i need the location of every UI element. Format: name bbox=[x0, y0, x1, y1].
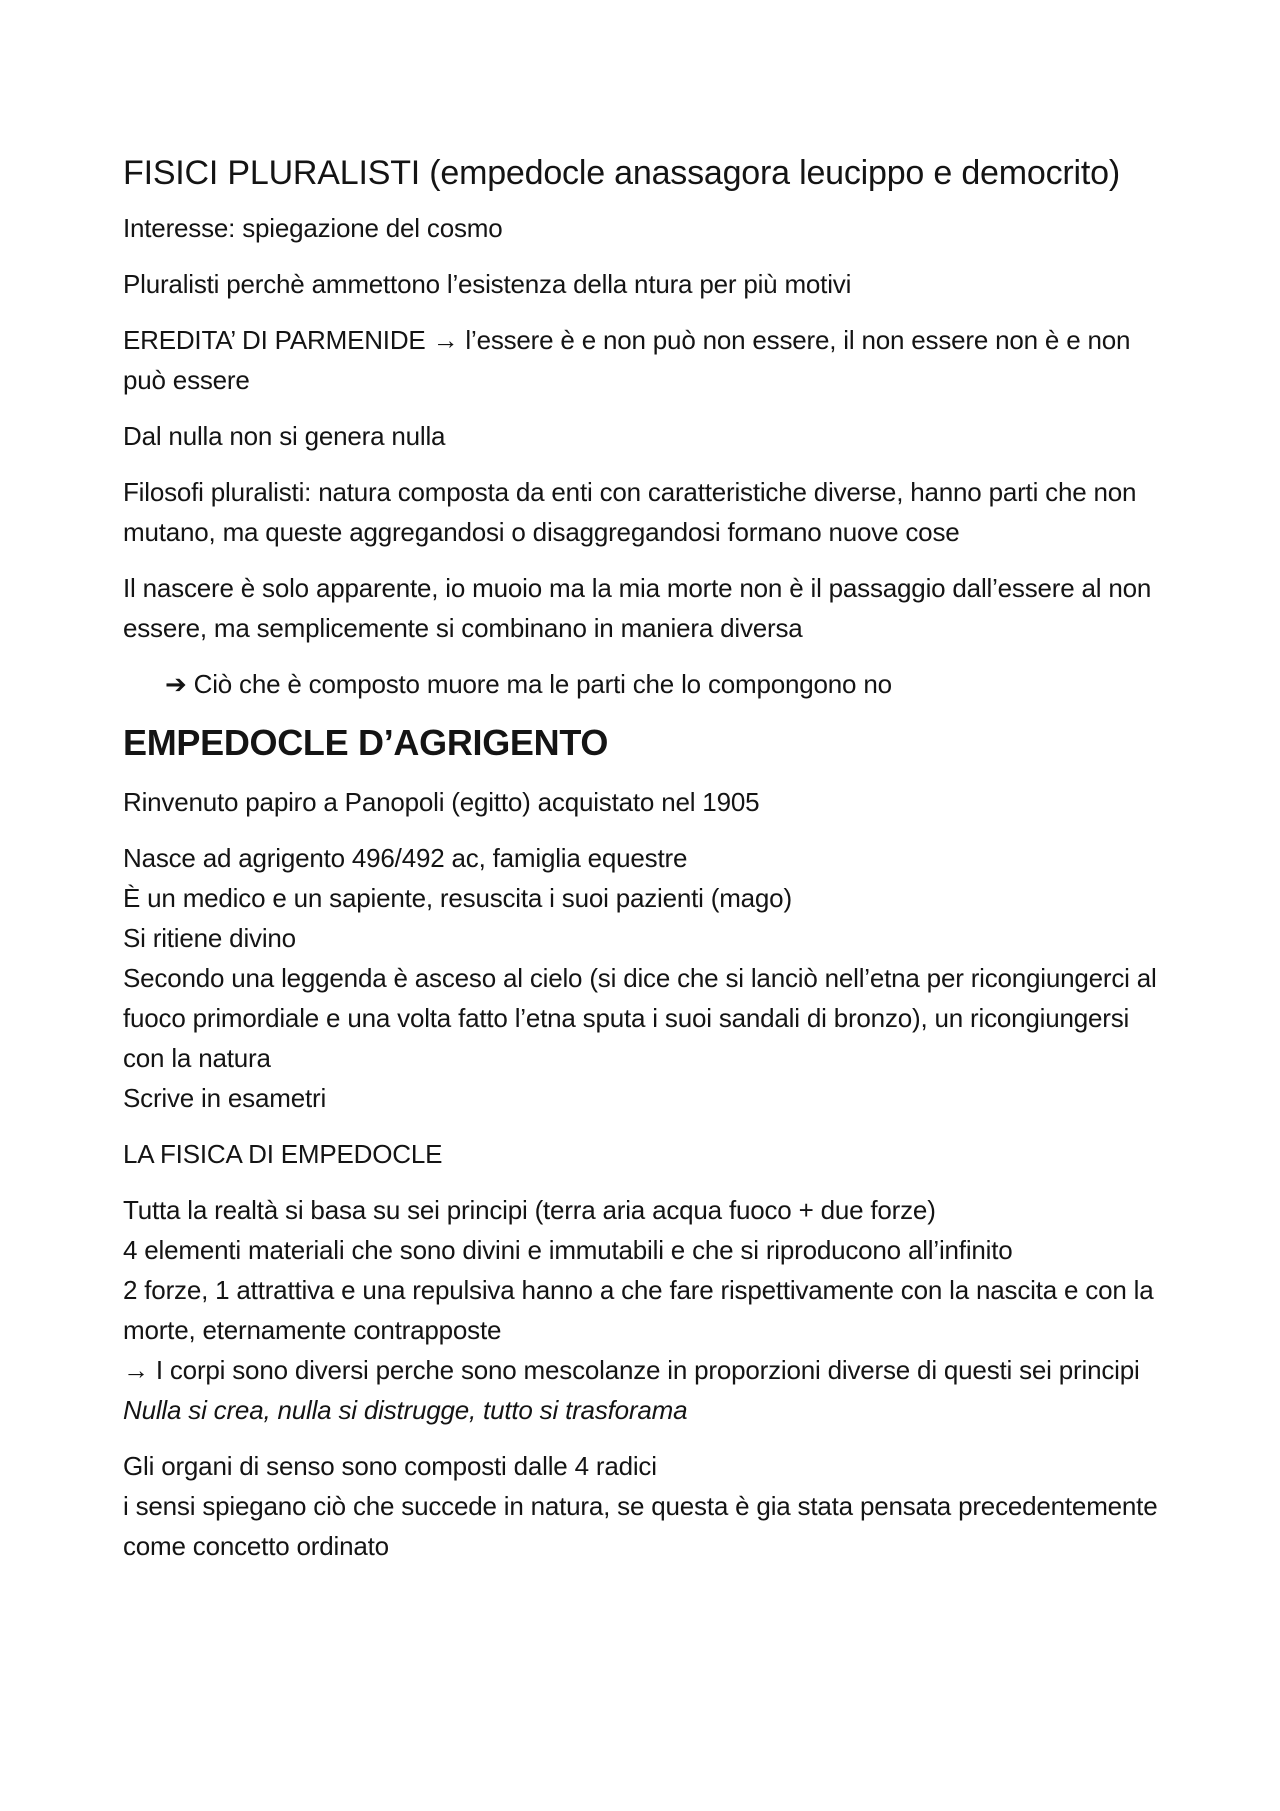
bio-line: Si ritiene divino bbox=[123, 923, 296, 953]
paragraph-eredita bbox=[123, 320, 1173, 400]
paragraph-nulla: Dal nulla non si genera nulla bbox=[123, 421, 446, 451]
senses-line: Gli organi di senso sono composti dalle 4 radici bbox=[123, 1451, 657, 1481]
subheading-fisica: LA FISICA DI EMPEDOCLE bbox=[123, 1139, 443, 1169]
paragraph-filosofi: Filosofi pluralisti: natura composta da enti con caratteristiche diverse, hanno parti che non mutano, ma queste aggregandosi o disaggregandosi formano nuove cose bbox=[123, 477, 1137, 547]
bio-line: Secondo una leggenda è asceso al cielo (si dice che si lanciò nell’etna per ricongiungerci al fuoco primordiale e una volta fatto l’etna sputa i suoi sandali di bronzo), un ricongiungersi con la natura bbox=[123, 963, 1157, 1073]
paragraph-bio bbox=[123, 838, 1173, 1118]
physics-arrow-line bbox=[123, 1350, 1173, 1390]
arrow-list-item bbox=[165, 664, 1173, 704]
physics-arrow-text: I corpi sono diversi perche sono mescolanze in proporzioni diverse di questi sei principi bbox=[148, 1355, 1140, 1385]
arrow-list-text: Ciò che è composto muore ma le parti che lo compongono no bbox=[186, 669, 892, 699]
physics-line: 4 elementi materiali che sono divini e immutabili e che si riproducono all’infinito bbox=[123, 1235, 1013, 1265]
arrow-icon: → bbox=[432, 325, 459, 355]
paragraph-papiro: Rinvenuto papiro a Panopoli (egitto) acquistato nel 1905 bbox=[123, 787, 760, 817]
paragraph-nascere: Il nascere è solo apparente, io muoio ma la mia morte non è il passaggio dall’essere al non essere, ma semplicemente si combinano in maniera diversa bbox=[123, 573, 1152, 643]
paragraph-interesse: Interesse: spiegazione del cosmo bbox=[123, 213, 503, 243]
bio-line: È un medico e un sapiente, resuscita i suoi pazienti (mago) bbox=[123, 883, 792, 913]
eredita-lead: EREDITA’ DI PARMENIDE bbox=[123, 325, 426, 355]
physics-italic-line: Nulla si crea, nulla si distrugge, tutto si trasforama bbox=[123, 1395, 688, 1425]
document-page bbox=[123, 150, 1173, 1582]
senses-line: i sensi spiegano ciò che succede in natura, se questa è gia stata pensata precedentemente come concetto ordinato bbox=[123, 1491, 1158, 1561]
bio-line: Nasce ad agrigento 496/492 ac, famiglia equestre bbox=[123, 843, 688, 873]
physics-line: 2 forze, 1 attrattiva e una repulsiva hanno a che fare rispettivamente con la nascita e con la morte, eternamente contrapposte bbox=[123, 1275, 1154, 1345]
paragraph-physics bbox=[123, 1190, 1173, 1430]
arrow-icon: → bbox=[123, 1355, 149, 1385]
eredita-text: l’essere è e non può non essere, il non essere non è e non può essere bbox=[123, 325, 1131, 395]
bio-line: Scrive in esametri bbox=[123, 1083, 327, 1113]
paragraph-senses bbox=[123, 1446, 1173, 1566]
heading-empedocle: EMPEDOCLE D’AGRIGENTO bbox=[123, 722, 609, 763]
physics-line: Tutta la realtà si basa su sei principi (terra aria acqua fuoco + due forze) bbox=[123, 1195, 936, 1225]
bold-arrow-icon: ➔ bbox=[165, 669, 187, 699]
section-title: FISICI PLURALISTI (empedocle anassagora leucippo e democrito) bbox=[123, 154, 1120, 192]
paragraph-pluralisti: Pluralisti perchè ammettono l’esistenza della ntura per più motivi bbox=[123, 269, 852, 299]
